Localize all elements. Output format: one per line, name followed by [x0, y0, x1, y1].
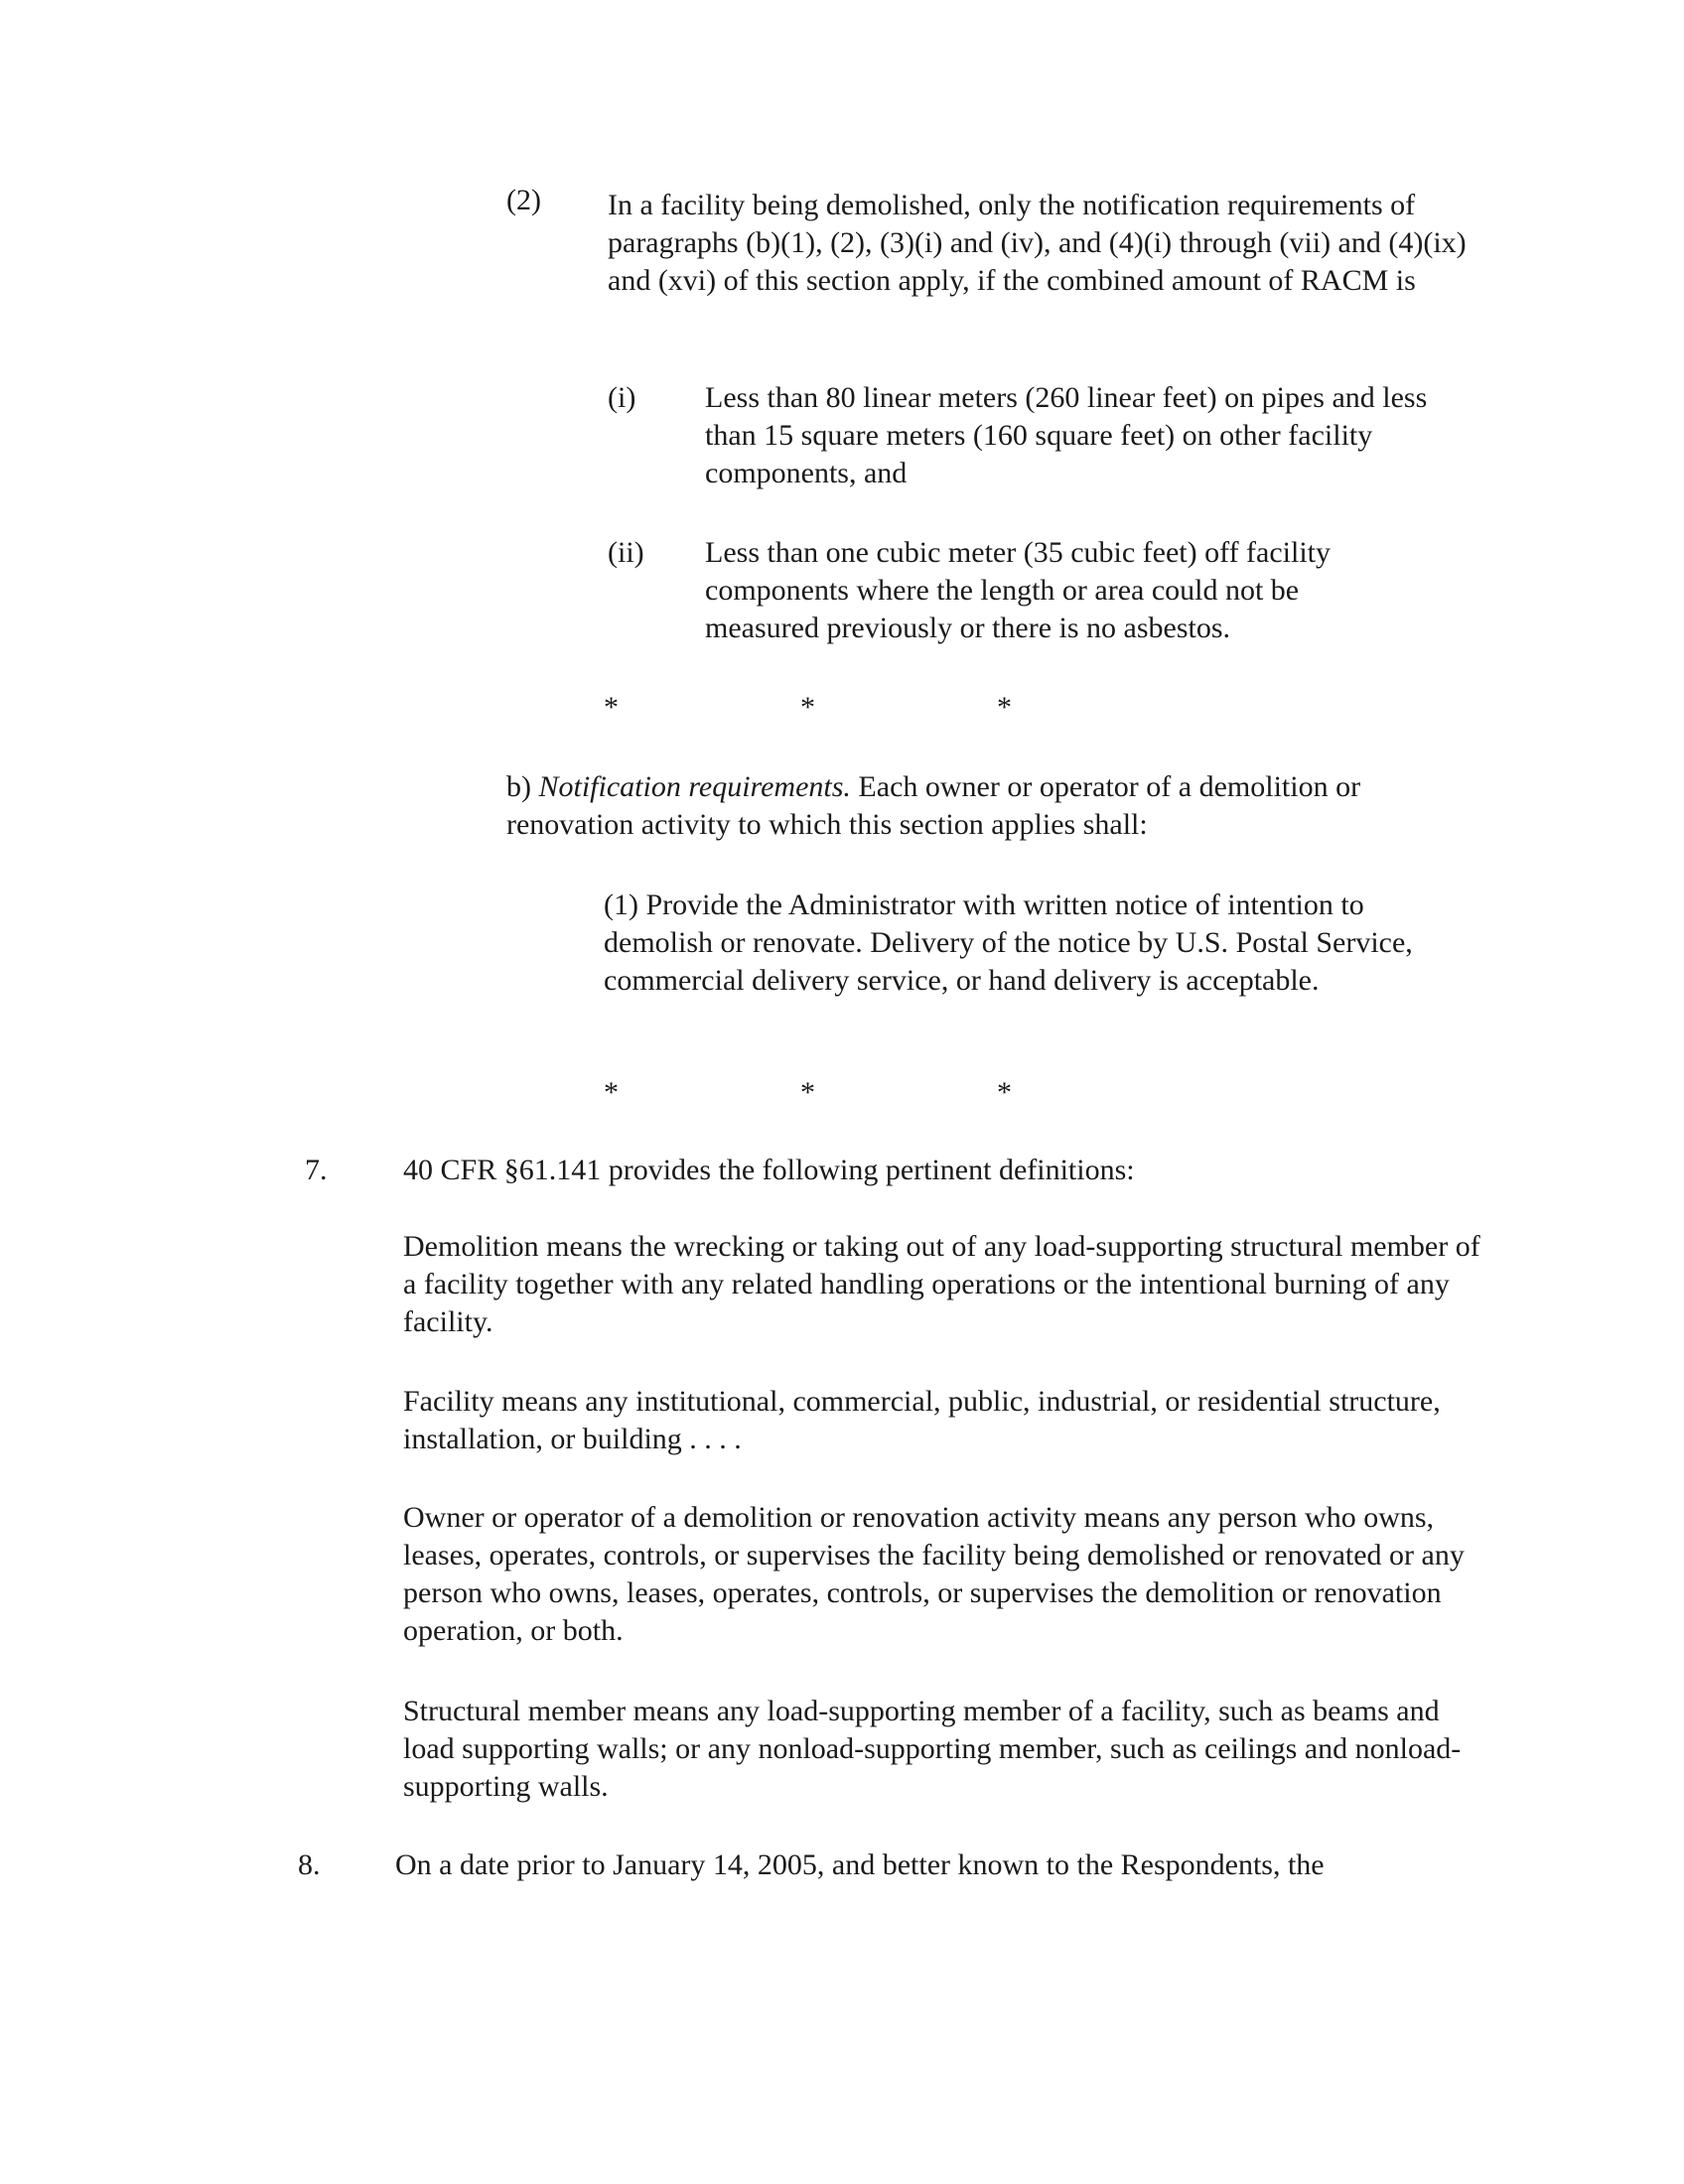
- definition-structural-member: Structural member means any load-supporting member of a facility, such as beams and load supporting walls; or any nonload-supporting member, such as ceilings and nonload-supporting walls.: [403, 1695, 1462, 1803]
- item-2-text: In a facility being demolished, only the notification requirements of paragraphs (b)(1), (2), (3)(i) and (iv), and (4)(i) through (vii) and (4)(ix) and (xvi) of this section apply, if the combined amount of RACM is: [608, 189, 1467, 297]
- notification-prefix: b): [506, 770, 539, 803]
- notification-sub-item: (1) Provide the Administrator with written notice of intention to demolish or renovate. Delivery of the notice by U.S. Postal Service, commercial delivery service, or hand delivery is acceptable.: [604, 888, 1413, 997]
- asterisk: *: [604, 1076, 619, 1109]
- paragraph-8-text: On a date prior to January 14, 2005, and better known to the Respondents, the: [395, 1848, 1325, 1881]
- asterisk: *: [997, 1076, 1012, 1109]
- paragraph-number-7: 7.: [305, 1154, 328, 1186]
- item-label-2: (2): [506, 184, 541, 216]
- definition-facility: Facility means any institutional, commercial, public, industrial, or residential structure, installation, or building . . . .: [403, 1385, 1441, 1455]
- item-i-text: Less than 80 linear meters (260 linear feet) on pipes and less than 15 square meters (160 square feet) on other facility components, and: [705, 381, 1428, 489]
- asterisk: *: [604, 691, 619, 724]
- asterisk: *: [800, 1076, 815, 1109]
- notification-text: Each owner or operator of a demolition or renovation activity to which this section applies shall:: [506, 770, 1361, 841]
- item-label-ii: (ii): [608, 536, 644, 569]
- definition-owner-operator: Owner or operator of a demolition or renovation activity means any person who owns, leases, operates, controls, or supervises the facility being demolished or renovated or any person who owns, leases, operates, controls, or supervises the demolition or renovation operation, or both.: [403, 1501, 1465, 1647]
- notification-paragraph: [506, 768, 1489, 844]
- asterisk: *: [997, 691, 1012, 724]
- item-label-i: (i): [608, 381, 636, 414]
- item-ii-text: Less than one cubic meter (35 cubic feet) off facility components where the length or area could not be measured previously or there is no asbestos.: [705, 536, 1332, 644]
- definition-demolition: Demolition means the wrecking or taking out of any load-supporting structural member of a facility together with any related handling operations or the intentional burning of any facility.: [403, 1230, 1480, 1338]
- notification-heading: Notification requirements.: [538, 770, 851, 803]
- paragraph-7-intro: 40 CFR §61.141 provides the following pertinent definitions:: [403, 1154, 1135, 1186]
- asterisk: *: [800, 691, 815, 724]
- paragraph-number-8: 8.: [298, 1848, 321, 1881]
